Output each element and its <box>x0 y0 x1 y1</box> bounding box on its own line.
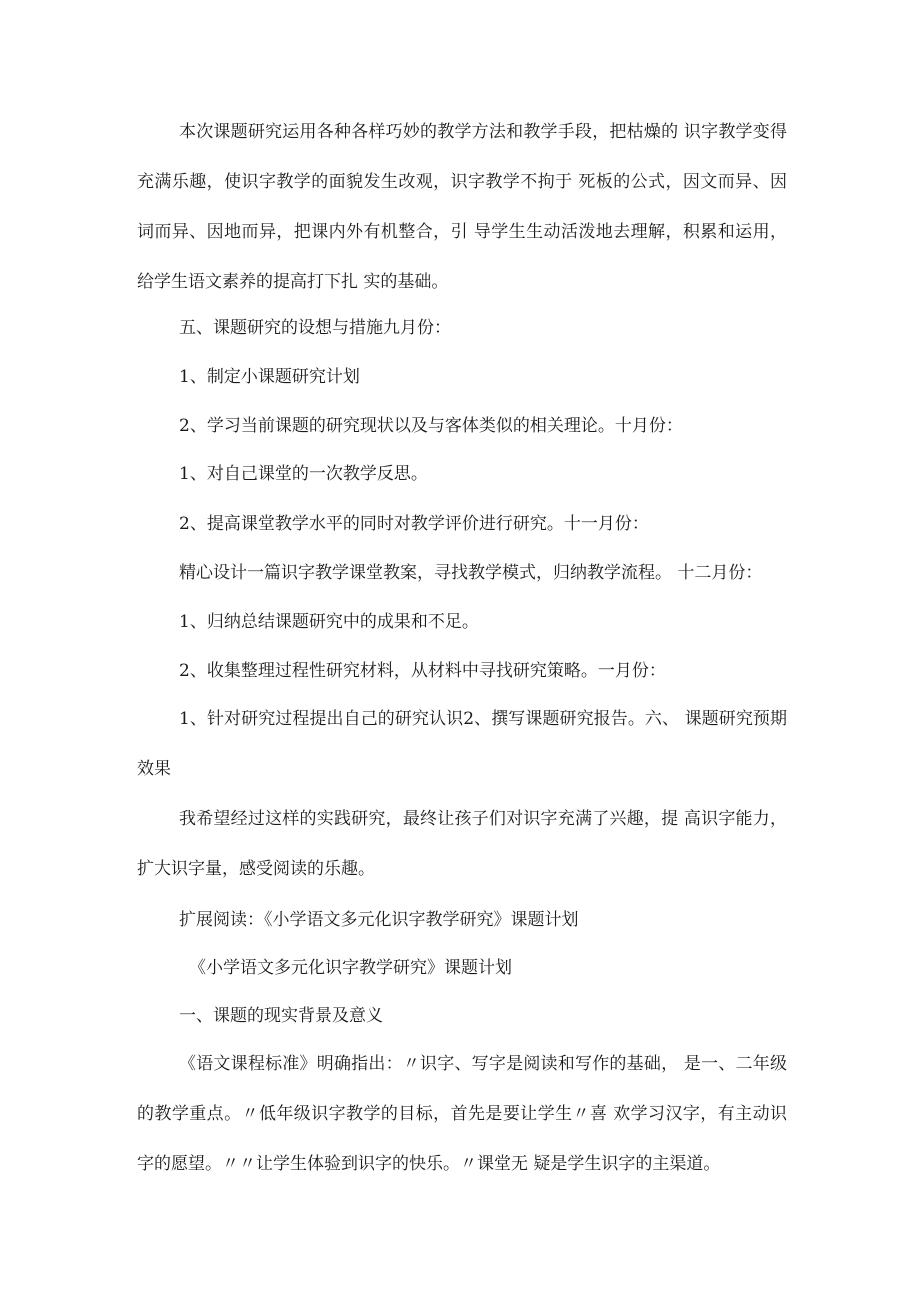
section-heading-five: 五、课题研究的设想与措施九月份： <box>179 318 451 338</box>
paragraph-expected-effect: 1、针对研究过程提出自己的研究认识2、撰写课题研究报告。六、 课题研究预期效果 <box>137 709 787 779</box>
list-item: 2、收集整理过程性研究材料，从材料中寻找研究策略。一月份： <box>179 661 666 681</box>
paragraph-hope: 我希望经过这样的实践研究，最终让孩子们对识字充满了兴趣，提 高识字能力，扩大识字量，感受阅读的乐趣。 <box>137 809 787 879</box>
paragraph-standard: 《语文课程标准》明确指出：〃识字、写字是阅读和写作的基础， 是一、二年级的教学重点。〃低年级识字教学的目标，首先是要让学生〃喜 欢学习汉字，有主动识字的愿望。〃〃让学生体验到识字的快乐。〃课堂无 疑是学生识字的主渠道。 <box>137 1054 787 1174</box>
section-heading-one: 一、课题的现实背景及意义 <box>179 1006 383 1026</box>
list-item: 精心设计一篇识字教学课堂教案，寻找教学模式，归纳教学流程。 十二月份： <box>179 563 763 583</box>
list-item: 2、提高课堂教学水平的同时对教学评价进行研究。十一月份： <box>179 514 649 534</box>
list-item: 1、对自己课堂的一次教学反思。 <box>179 464 428 484</box>
list-item: 2、学习当前课题的研究现状以及与客体类似的相关理论。十月份： <box>179 416 683 436</box>
extended-reading-heading: 扩展阅读：《小学语文多元化识字教学研究》课题计划 <box>179 910 579 930</box>
document-title: 《小学语文多元化识字教学研究》课题计划 <box>189 958 512 978</box>
paragraph-intro: 本次课题研究运用各种各样巧妙的教学方法和教学手段，把枯燥的 识字教学变得充满乐趣，使识字教学的面貌发生改观，识字教学不拘于 死板的公式，因文而异、因词而异、因地而异，把课内外有机整合，引 导学生生动活泼地去理解，积累和运用，给学生语文素养的提高打下扎 实的基础。 <box>137 122 787 292</box>
list-item: 1、制定小课题研究计划 <box>179 367 360 387</box>
list-item: 1、归纳总结课题研究中的成果和不足。 <box>179 612 479 632</box>
